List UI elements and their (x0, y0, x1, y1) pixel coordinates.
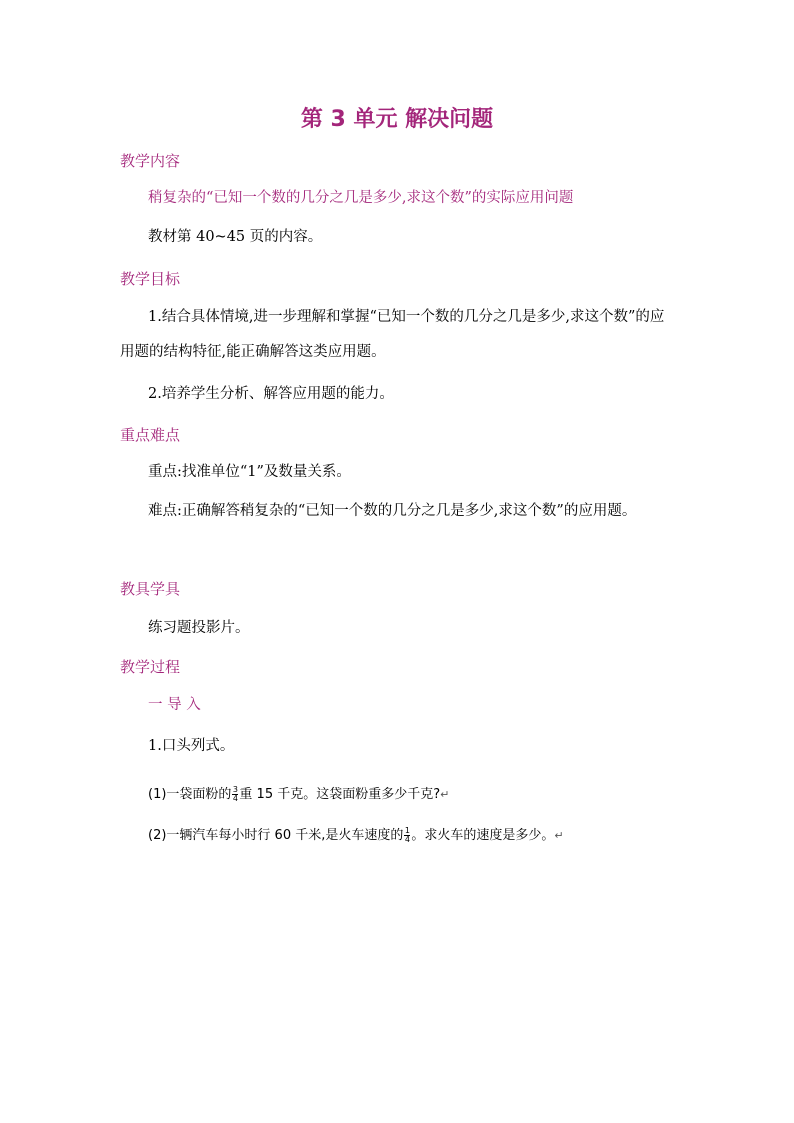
key-point: 重点:找准单位“1”及数量关系。 (148, 464, 351, 480)
tools-line: 练习题投影片。 (148, 620, 250, 636)
heading-teaching-content: 教学内容 (120, 152, 181, 170)
fraction-3-4 (232, 786, 238, 803)
fraction-denominator: 4 (404, 835, 410, 844)
problem-1 (148, 783, 449, 803)
fraction-denominator: 4 (232, 794, 238, 803)
goal-item-1: 1.结合具体情境,进一步理解和掌握“已知一个数的几分之几是多少,求这个数”的应用题的结构特征,能正确解答这类应用题。 (120, 309, 665, 360)
paragraph-mark-icon: ↵ (554, 829, 564, 842)
heading-key-difficult: 重点难点 (120, 426, 181, 444)
page-title: 第 3 单元 解决问题 (300, 107, 494, 132)
difficult-point: 难点:正确解答稍复杂的“已知一个数的几分之几是多少,求这个数”的应用题。 (148, 503, 637, 519)
content-line-2: 教材第 40~45 页的内容。 (148, 229, 323, 245)
process-step-1: 1.口头列式。 (148, 738, 235, 754)
paragraph-mark-icon: ↵ (440, 788, 450, 801)
fraction-1-4 (404, 827, 410, 844)
problem-2 (148, 824, 564, 844)
heading-teaching-goals: 教学目标 (120, 270, 181, 288)
problem-1-post: 重 15 千克。这袋面粉重多少千克? (239, 787, 441, 802)
goal-item-2: 2.培养学生分析、解答应用题的能力。 (148, 386, 394, 402)
fraction-numerator: 1 (404, 826, 410, 835)
heading-teaching-process: 教学过程 (120, 658, 181, 676)
process-subheading-intro: 一 导 入 (148, 697, 201, 713)
heading-teaching-tools: 教具学具 (120, 580, 181, 598)
problem-2-post: 。求火车的速度是多少。 (411, 828, 555, 843)
fraction-numerator: 3 (232, 785, 238, 794)
content-line-1: 稍复杂的“已知一个数的几分之几是多少,求这个数”的实际应用问题 (148, 190, 574, 206)
problem-2-pre: (2)一辆汽车每小时行 60 千米,是火车速度的 (148, 828, 404, 843)
problem-1-pre: (1)一袋面粉的 (148, 787, 232, 802)
